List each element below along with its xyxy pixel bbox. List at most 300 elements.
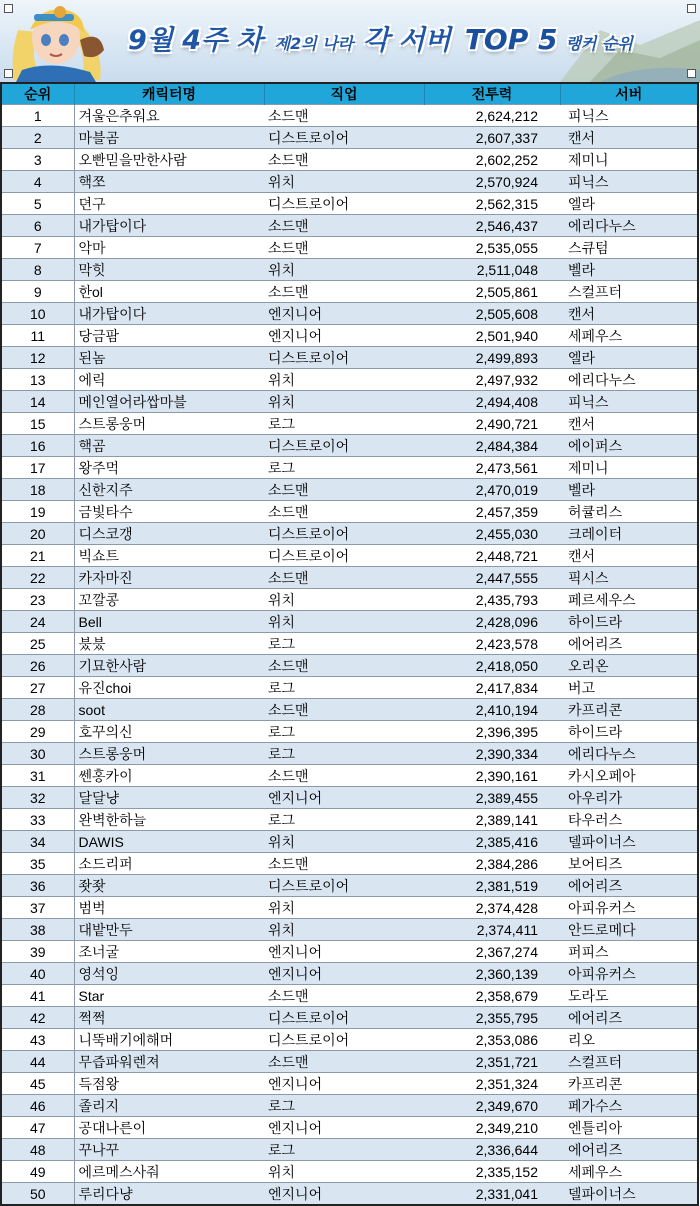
- cell-server: 에리다누스: [560, 743, 698, 765]
- table-row: [1, 743, 698, 765]
- cell-character-name: 쩍쩍: [74, 1007, 264, 1029]
- cell-server: 타우러스: [560, 809, 698, 831]
- cell-job: 소드맨: [264, 853, 424, 875]
- cell-character-name: 공대나른이: [74, 1117, 264, 1139]
- cell-character-name: 내가탑이다: [74, 215, 264, 237]
- cell-rank: 2: [1, 127, 74, 149]
- cell-server: 캔서: [560, 413, 698, 435]
- cell-server: 피닉스: [560, 105, 698, 127]
- character-illustration: [0, 0, 125, 82]
- cell-rank: 1: [1, 105, 74, 127]
- cell-job: 위치: [264, 831, 424, 853]
- header-server: 서버: [560, 83, 698, 105]
- cell-server: 아우리가: [560, 787, 698, 809]
- cell-server: 오리온: [560, 655, 698, 677]
- cell-server: 캔서: [560, 127, 698, 149]
- cell-server: 캔서: [560, 303, 698, 325]
- cell-rank: 27: [1, 677, 74, 699]
- cell-job: 소드맨: [264, 149, 424, 171]
- cell-character-name: 카자마진: [74, 567, 264, 589]
- table-row: [1, 281, 698, 303]
- cell-power: 2,546,437: [424, 215, 560, 237]
- ranking-table-container: [0, 82, 700, 1206]
- cell-character-name: 무즙파워렌져: [74, 1051, 264, 1073]
- cell-server: 카프리콘: [560, 1073, 698, 1095]
- cell-server: 에어리즈: [560, 875, 698, 897]
- cell-rank: 8: [1, 259, 74, 281]
- cell-power: 2,457,359: [424, 501, 560, 523]
- cell-rank: 14: [1, 391, 74, 413]
- cell-job: 엔지니어: [264, 941, 424, 963]
- cell-job: 위치: [264, 171, 424, 193]
- cell-character-name: 겨울은추워요: [74, 105, 264, 127]
- cell-job: 소드맨: [264, 765, 424, 787]
- cell-power: 2,353,086: [424, 1029, 560, 1051]
- header-power: 전투력: [424, 83, 560, 105]
- cell-power: 2,367,274: [424, 941, 560, 963]
- cell-character-name: 메인열어라쌉마블: [74, 391, 264, 413]
- cell-character-name: 쎈홍카이: [74, 765, 264, 787]
- cell-job: 디스트로이어: [264, 523, 424, 545]
- table-body: [1, 105, 698, 1206]
- cell-power: 2,494,408: [424, 391, 560, 413]
- table-row: [1, 677, 698, 699]
- cell-character-name: 좟좟: [74, 875, 264, 897]
- cell-power: 2,349,670: [424, 1095, 560, 1117]
- cell-character-name: 득점왕: [74, 1073, 264, 1095]
- cell-character-name: 스트롱웅머: [74, 413, 264, 435]
- banner-top: TOP 5: [464, 23, 558, 56]
- cell-rank: 6: [1, 215, 74, 237]
- cell-power: 2,447,555: [424, 567, 560, 589]
- table-row: [1, 1161, 698, 1183]
- table-row: [1, 237, 698, 259]
- cell-power: 2,435,793: [424, 589, 560, 611]
- cell-server: 아피유커스: [560, 963, 698, 985]
- cell-rank: 3: [1, 149, 74, 171]
- cell-server: 크레이터: [560, 523, 698, 545]
- cell-job: 엔지니어: [264, 303, 424, 325]
- cell-server: 페가수스: [560, 1095, 698, 1117]
- cell-power: 2,470,019: [424, 479, 560, 501]
- table-row: [1, 391, 698, 413]
- cell-rank: 12: [1, 347, 74, 369]
- cell-job: 디스트로이어: [264, 435, 424, 457]
- cell-job: 로그: [264, 1139, 424, 1161]
- cell-job: 디스트로이어: [264, 1007, 424, 1029]
- banner-rank-label: 랭커 순위: [565, 34, 633, 53]
- cell-power: 2,331,041: [424, 1183, 560, 1206]
- cell-job: 소드맨: [264, 281, 424, 303]
- cell-rank: 43: [1, 1029, 74, 1051]
- cell-character-name: 유진choi: [74, 677, 264, 699]
- table-row: [1, 369, 698, 391]
- cell-rank: 40: [1, 963, 74, 985]
- cell-character-name: 호꾸의신: [74, 721, 264, 743]
- cell-job: 로그: [264, 721, 424, 743]
- cell-rank: 41: [1, 985, 74, 1007]
- cell-server: 하이드라: [560, 721, 698, 743]
- cell-server: 벨라: [560, 479, 698, 501]
- table-row: [1, 875, 698, 897]
- cell-rank: 30: [1, 743, 74, 765]
- cell-character-name: 꾸나꾸: [74, 1139, 264, 1161]
- cell-rank: 47: [1, 1117, 74, 1139]
- cell-rank: 36: [1, 875, 74, 897]
- cell-rank: 39: [1, 941, 74, 963]
- cell-rank: 45: [1, 1073, 74, 1095]
- cell-server: 카프리콘: [560, 699, 698, 721]
- table-row: [1, 1183, 698, 1206]
- cell-power: 2,624,212: [424, 105, 560, 127]
- cell-job: 소드맨: [264, 699, 424, 721]
- table-row: [1, 193, 698, 215]
- cell-job: 소드맨: [264, 215, 424, 237]
- cell-job: 로그: [264, 677, 424, 699]
- table-row: [1, 853, 698, 875]
- cell-job: 소드맨: [264, 479, 424, 501]
- cell-power: 2,385,416: [424, 831, 560, 853]
- cell-server: 보어티즈: [560, 853, 698, 875]
- cell-character-name: 완벽한하늘: [74, 809, 264, 831]
- cell-server: 퍼피스: [560, 941, 698, 963]
- cell-server: 스컬프터: [560, 281, 698, 303]
- cell-power: 2,423,578: [424, 633, 560, 655]
- cell-server: 픽시스: [560, 567, 698, 589]
- cell-server: 엘라: [560, 347, 698, 369]
- cell-server: 하이드라: [560, 611, 698, 633]
- cell-character-name: 범벅: [74, 897, 264, 919]
- cell-power: 2,570,924: [424, 171, 560, 193]
- cell-rank: 22: [1, 567, 74, 589]
- table-row: [1, 127, 698, 149]
- cell-job: 소드맨: [264, 501, 424, 523]
- table-row: [1, 1117, 698, 1139]
- banner-server-label: 각 서버: [363, 25, 451, 56]
- cell-power: 2,384,286: [424, 853, 560, 875]
- banner: [0, 0, 700, 83]
- cell-server: 스컬프터: [560, 1051, 698, 1073]
- cell-server: 리오: [560, 1029, 698, 1051]
- cell-job: 엔지니어: [264, 1183, 424, 1206]
- cell-rank: 31: [1, 765, 74, 787]
- cell-job: 디스트로이어: [264, 545, 424, 567]
- table-row: [1, 413, 698, 435]
- cell-server: 캔서: [560, 545, 698, 567]
- cell-rank: 37: [1, 897, 74, 919]
- cell-server: 카시오페아: [560, 765, 698, 787]
- table-row: [1, 501, 698, 523]
- cell-power: 2,490,721: [424, 413, 560, 435]
- table-row: [1, 897, 698, 919]
- cell-power: 2,410,194: [424, 699, 560, 721]
- table-row: [1, 347, 698, 369]
- cell-character-name: 내가탑이다: [74, 303, 264, 325]
- cell-job: 디스트로이어: [264, 347, 424, 369]
- cell-job: 소드맨: [264, 1051, 424, 1073]
- cell-character-name: 악마: [74, 237, 264, 259]
- cell-power: 2,607,337: [424, 127, 560, 149]
- cell-rank: 32: [1, 787, 74, 809]
- header-character-name: 캐릭터명: [74, 83, 264, 105]
- cell-server: 에이퍼스: [560, 435, 698, 457]
- table-row: [1, 149, 698, 171]
- cell-power: 2,389,455: [424, 787, 560, 809]
- cell-power: 2,448,721: [424, 545, 560, 567]
- cell-job: 로그: [264, 743, 424, 765]
- cell-character-name: 꼬깔콩: [74, 589, 264, 611]
- cell-character-name: 소드리퍼: [74, 853, 264, 875]
- cell-rank: 25: [1, 633, 74, 655]
- cell-server: 에어리즈: [560, 1139, 698, 1161]
- cell-rank: 13: [1, 369, 74, 391]
- table-row: [1, 1139, 698, 1161]
- cell-power: 2,351,721: [424, 1051, 560, 1073]
- cell-job: 엔지니어: [264, 1117, 424, 1139]
- cell-character-name: Star: [74, 985, 264, 1007]
- cell-server: 허큘리스: [560, 501, 698, 523]
- cell-rank: 15: [1, 413, 74, 435]
- cell-power: 2,360,139: [424, 963, 560, 985]
- cell-job: 위치: [264, 897, 424, 919]
- cell-character-name: 뎐구: [74, 193, 264, 215]
- cell-job: 소드맨: [264, 105, 424, 127]
- cell-job: 위치: [264, 589, 424, 611]
- cell-character-name: 붔붔: [74, 633, 264, 655]
- cell-job: 디스트로이어: [264, 193, 424, 215]
- table-row: [1, 303, 698, 325]
- header-rank: 순위: [1, 83, 74, 105]
- cell-power: 2,499,893: [424, 347, 560, 369]
- cell-rank: 17: [1, 457, 74, 479]
- cell-rank: 16: [1, 435, 74, 457]
- cell-job: 엔지니어: [264, 325, 424, 347]
- table-row: [1, 567, 698, 589]
- cell-server: 안드로메다: [560, 919, 698, 941]
- cell-server: 도라도: [560, 985, 698, 1007]
- table-row: [1, 721, 698, 743]
- banner-title: [128, 18, 633, 57]
- cell-job: 소드맨: [264, 237, 424, 259]
- cell-server: 피닉스: [560, 391, 698, 413]
- cell-rank: 5: [1, 193, 74, 215]
- cell-character-name: 마블곰: [74, 127, 264, 149]
- cell-job: 디스트로이어: [264, 127, 424, 149]
- cell-server: 에어리즈: [560, 1007, 698, 1029]
- table-row: [1, 325, 698, 347]
- cell-job: 위치: [264, 369, 424, 391]
- cell-rank: 23: [1, 589, 74, 611]
- cell-power: 2,484,384: [424, 435, 560, 457]
- table-row: [1, 699, 698, 721]
- cell-power: 2,505,861: [424, 281, 560, 303]
- cell-power: 2,336,644: [424, 1139, 560, 1161]
- cell-rank: 20: [1, 523, 74, 545]
- cell-power: 2,511,048: [424, 259, 560, 281]
- cell-rank: 44: [1, 1051, 74, 1073]
- table-row: [1, 611, 698, 633]
- table-row: [1, 1051, 698, 1073]
- cell-character-name: 막힛: [74, 259, 264, 281]
- cell-rank: 35: [1, 853, 74, 875]
- table-row: [1, 1073, 698, 1095]
- cell-server: 제미니: [560, 149, 698, 171]
- cell-power: 2,473,561: [424, 457, 560, 479]
- cell-character-name: 에르메스사줘: [74, 1161, 264, 1183]
- cell-character-name: 달달냥: [74, 787, 264, 809]
- cell-rank: 48: [1, 1139, 74, 1161]
- cell-job: 로그: [264, 457, 424, 479]
- cell-rank: 19: [1, 501, 74, 523]
- cell-server: 버고: [560, 677, 698, 699]
- cell-power: 2,358,679: [424, 985, 560, 1007]
- cell-server: 에리다누스: [560, 215, 698, 237]
- cell-power: 2,396,395: [424, 721, 560, 743]
- cell-character-name: 신한지주: [74, 479, 264, 501]
- cell-rank: 18: [1, 479, 74, 501]
- table-row: [1, 765, 698, 787]
- cell-character-name: DAWIS: [74, 831, 264, 853]
- cell-server: 엘라: [560, 193, 698, 215]
- table-row: [1, 523, 698, 545]
- cell-power: 2,501,940: [424, 325, 560, 347]
- cell-power: 2,389,141: [424, 809, 560, 831]
- cell-power: 2,390,161: [424, 765, 560, 787]
- cell-rank: 29: [1, 721, 74, 743]
- cell-character-name: 루리다냥: [74, 1183, 264, 1206]
- banner-week: 9월 4주 차: [128, 25, 263, 56]
- cell-rank: 46: [1, 1095, 74, 1117]
- cell-character-name: 대밭만두: [74, 919, 264, 941]
- cell-power: 2,428,096: [424, 611, 560, 633]
- cell-server: 벨라: [560, 259, 698, 281]
- cell-character-name: soot: [74, 699, 264, 721]
- cell-power: 2,418,050: [424, 655, 560, 677]
- table-row: [1, 963, 698, 985]
- cell-server: 엔틀리아: [560, 1117, 698, 1139]
- cell-job: 엔지니어: [264, 1073, 424, 1095]
- cell-power: 2,355,795: [424, 1007, 560, 1029]
- ranking-table: [0, 82, 699, 1206]
- cell-power: 2,349,210: [424, 1117, 560, 1139]
- cell-rank: 28: [1, 699, 74, 721]
- cell-job: 소드맨: [264, 985, 424, 1007]
- cell-character-name: 니뚝배기에해머: [74, 1029, 264, 1051]
- table-row: [1, 787, 698, 809]
- table-row: [1, 1095, 698, 1117]
- cell-server: 델파이너스: [560, 1183, 698, 1206]
- cell-rank: 24: [1, 611, 74, 633]
- table-row: [1, 545, 698, 567]
- table-row: [1, 479, 698, 501]
- cell-server: 아피유커스: [560, 897, 698, 919]
- table-row: [1, 105, 698, 127]
- cell-character-name: 에릭: [74, 369, 264, 391]
- cell-job: 엔지니어: [264, 787, 424, 809]
- cell-power: 2,374,428: [424, 897, 560, 919]
- cell-job: 로그: [264, 413, 424, 435]
- cell-job: 위치: [264, 259, 424, 281]
- table-row: [1, 435, 698, 457]
- cell-rank: 9: [1, 281, 74, 303]
- cell-power: 2,505,608: [424, 303, 560, 325]
- cell-power: 2,497,932: [424, 369, 560, 391]
- resize-handle[interactable]: [687, 69, 696, 78]
- table-row: [1, 985, 698, 1007]
- cell-character-name: 오빤믿을만한사람: [74, 149, 264, 171]
- cell-power: 2,455,030: [424, 523, 560, 545]
- cell-rank: 50: [1, 1183, 74, 1206]
- cell-rank: 33: [1, 809, 74, 831]
- resize-handle[interactable]: [4, 69, 13, 78]
- cell-character-name: 졸리지: [74, 1095, 264, 1117]
- cell-character-name: Bell: [74, 611, 264, 633]
- cell-server: 델파이너스: [560, 831, 698, 853]
- cell-power: 2,351,324: [424, 1073, 560, 1095]
- cell-character-name: 된놈: [74, 347, 264, 369]
- table-row: [1, 1029, 698, 1051]
- cell-rank: 42: [1, 1007, 74, 1029]
- cell-server: 에어리즈: [560, 633, 698, 655]
- cell-server: 스큐텀: [560, 237, 698, 259]
- cell-server: 에리다누스: [560, 369, 698, 391]
- table-row: [1, 259, 698, 281]
- cell-power: 2,381,519: [424, 875, 560, 897]
- table-row: [1, 1007, 698, 1029]
- cell-job: 소드맨: [264, 567, 424, 589]
- table-row: [1, 457, 698, 479]
- cell-character-name: 금빛타수: [74, 501, 264, 523]
- cell-job: 로그: [264, 633, 424, 655]
- cell-power: 2,417,834: [424, 677, 560, 699]
- table-row: [1, 941, 698, 963]
- cell-job: 위치: [264, 391, 424, 413]
- cell-server: 세페우스: [560, 325, 698, 347]
- table-row: [1, 215, 698, 237]
- cell-power: 2,390,334: [424, 743, 560, 765]
- cell-server: 제미니: [560, 457, 698, 479]
- table-row: [1, 655, 698, 677]
- table-row: [1, 809, 698, 831]
- cell-character-name: 영석잉: [74, 963, 264, 985]
- table-row: [1, 919, 698, 941]
- cell-job: 위치: [264, 919, 424, 941]
- cell-job: 디스트로이어: [264, 875, 424, 897]
- banner-game-name: 제2의 나라: [274, 34, 354, 53]
- table-header-row: [1, 83, 698, 105]
- cell-job: 로그: [264, 809, 424, 831]
- resize-handle[interactable]: [4, 4, 13, 13]
- cell-rank: 49: [1, 1161, 74, 1183]
- table-row: [1, 831, 698, 853]
- cell-character-name: 스트롱웅머: [74, 743, 264, 765]
- table-row: [1, 171, 698, 193]
- cell-character-name: 왕주먹: [74, 457, 264, 479]
- cell-character-name: 한ol: [74, 281, 264, 303]
- cell-power: 2,562,315: [424, 193, 560, 215]
- resize-handle[interactable]: [687, 4, 696, 13]
- cell-power: 2,602,252: [424, 149, 560, 171]
- cell-rank: 34: [1, 831, 74, 853]
- cell-job: 위치: [264, 611, 424, 633]
- cell-power: 2,535,055: [424, 237, 560, 259]
- cell-rank: 38: [1, 919, 74, 941]
- cell-job: 엔지니어: [264, 963, 424, 985]
- table-row: [1, 633, 698, 655]
- cell-rank: 21: [1, 545, 74, 567]
- cell-rank: 7: [1, 237, 74, 259]
- cell-character-name: 당금팜: [74, 325, 264, 347]
